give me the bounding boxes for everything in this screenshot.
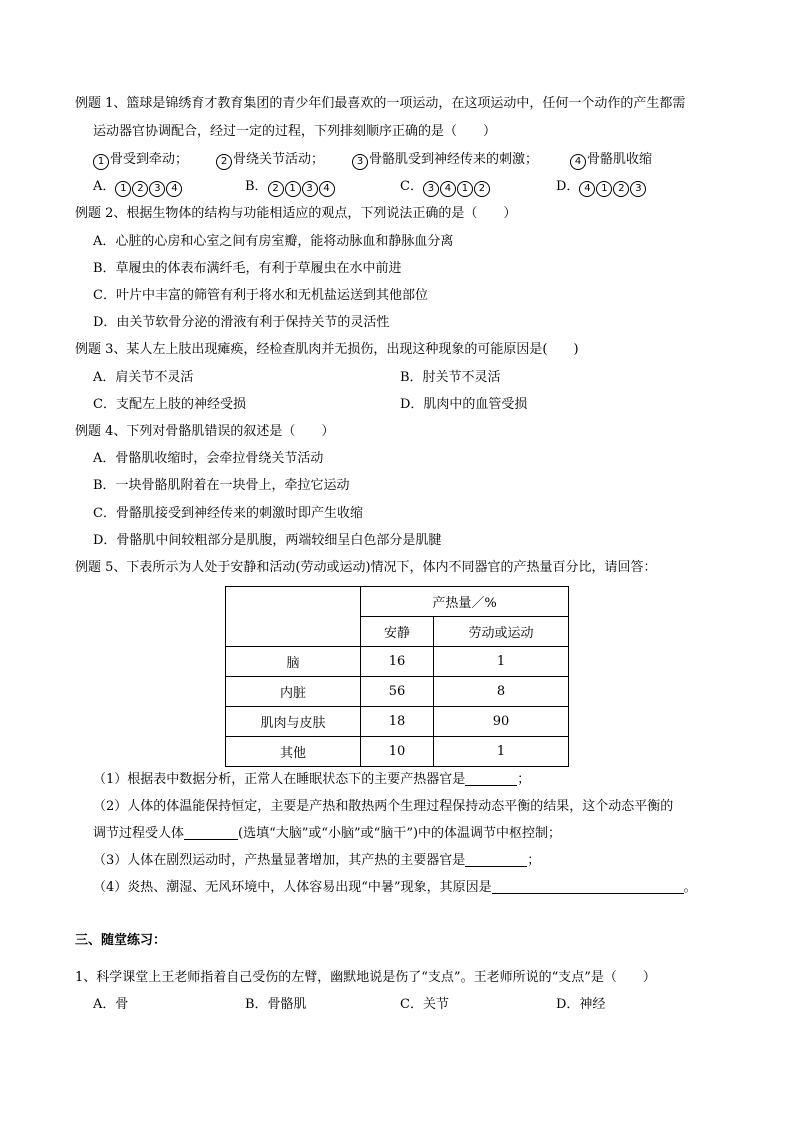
answer-blank-4[interactable] bbox=[492, 879, 684, 894]
q1-step-text: 骨骼肌收缩 bbox=[587, 152, 653, 167]
q5-stem: 例题 5、下表所示为人处于安静和活动(劳动或运动)情况下，体内不同器官的产热量百分比，请回答： bbox=[75, 560, 657, 575]
active-cell: 1 bbox=[434, 647, 569, 677]
q5-sub1-text: （1）根据表中数据分析，正常人在睡眠状态下的主要产热器官是 bbox=[93, 772, 466, 787]
organ-cell: 内脏 bbox=[226, 677, 361, 707]
q1-option-a[interactable] bbox=[93, 178, 183, 197]
q2-stem: 例题 2、根据生物体的结构与功能相适应的观点，下列说法正确的是（ ） bbox=[75, 206, 517, 221]
practice-q1-option-b[interactable]: B．骨骼肌 bbox=[245, 997, 307, 1012]
option-letter: B． bbox=[245, 179, 268, 194]
option-letter: D． bbox=[556, 179, 580, 194]
circled-number: 2 bbox=[132, 181, 148, 197]
q3-option-c[interactable]: C．支配左上肢的神经受损 bbox=[93, 397, 246, 412]
q5-sub2-line1: （2）人体的体温能保持恒定，主要是产热和散热两个生理过程保持动态平衡的结果，这个动态平衡的 bbox=[93, 799, 674, 814]
answer-blank-1[interactable] bbox=[465, 771, 517, 786]
rest-cell: 10 bbox=[361, 737, 434, 767]
q1-option-d[interactable] bbox=[556, 178, 647, 197]
option-letter: C． bbox=[400, 179, 423, 194]
answer-blank-3[interactable] bbox=[465, 852, 527, 867]
q2-option-c[interactable]: C．叶片中丰富的筛管有利于将水和无机盐运送到其他部位 bbox=[93, 288, 428, 303]
circled-number: 4 bbox=[166, 181, 182, 197]
circled-number: 3 bbox=[630, 181, 646, 197]
q5-sub2-post: (选填“大脑”或“小脑”或“脑干”)中的体温调节中枢控制； bbox=[238, 826, 562, 841]
answer-blank-2[interactable] bbox=[184, 825, 238, 840]
q5-sub1-end: ； bbox=[517, 772, 531, 787]
table-row bbox=[226, 647, 569, 677]
q5-sub3 bbox=[93, 852, 540, 870]
table-col-header-active: 劳动或运动 bbox=[434, 617, 569, 647]
circled-number: 4 bbox=[440, 181, 456, 197]
active-cell: 90 bbox=[434, 707, 569, 737]
q3-option-a[interactable]: A．肩关节不灵活 bbox=[93, 370, 194, 385]
circled-number: 2 bbox=[474, 181, 490, 197]
q1-step-text: 骨骼肌受到神经传来的刺激； bbox=[369, 152, 539, 167]
q3-option-d[interactable]: D．肌肉中的血管受损 bbox=[400, 397, 528, 412]
active-cell: 8 bbox=[434, 677, 569, 707]
table-row bbox=[226, 677, 569, 707]
q5-sub4-text: （4）炎热、潮湿、无风环境中，人体容易出现“中暑”现象，其原因是 bbox=[93, 880, 492, 895]
rest-cell: 16 bbox=[361, 647, 434, 677]
q1-step-3 bbox=[352, 151, 538, 170]
practice-q1-option-d[interactable]: D．神经 bbox=[556, 997, 606, 1012]
q5-sub1 bbox=[93, 771, 530, 789]
q2-option-b[interactable]: B．草履虫的体表布满纤毛，有利于草履虫在水中前进 bbox=[93, 261, 402, 276]
section-heading: 三、随堂练习： bbox=[75, 933, 167, 948]
q1-stem-line2: 运动器官协调配合，经过一定的过程，下列排刻顺序正确的是（ ） bbox=[93, 124, 497, 139]
circled-number: 3 bbox=[149, 181, 165, 197]
circled-number: 1 bbox=[93, 154, 109, 170]
q5-sub2-pre: 调节过程受人体 bbox=[93, 826, 185, 841]
circled-number: 3 bbox=[423, 181, 439, 197]
organ-cell: 其他 bbox=[226, 737, 361, 767]
circled-number: 3 bbox=[302, 181, 318, 197]
option-letter: A． bbox=[93, 179, 116, 194]
q4-option-d[interactable]: D．骨骼肌中间较粗部分是肌腹，两端较细呈白色部分是肌腱 bbox=[93, 533, 442, 548]
q1-option-c[interactable] bbox=[400, 178, 491, 197]
circled-number: 2 bbox=[613, 181, 629, 197]
rest-cell: 56 bbox=[361, 677, 434, 707]
practice-q1-option-a[interactable]: A．骨 bbox=[93, 997, 129, 1012]
q5-sub3-end: ； bbox=[527, 853, 541, 868]
circled-number: 4 bbox=[579, 181, 595, 197]
q5-sub4 bbox=[93, 879, 697, 897]
q4-option-b[interactable]: B．一块骨骼肌附着在一块骨上，牵拉它运动 bbox=[93, 478, 350, 493]
practice-q1-option-c[interactable]: C．关节 bbox=[400, 997, 449, 1012]
q5-sub3-text: （3）人体在剧烈运动时，产热量显著增加，其产热的主要器官是 bbox=[93, 853, 466, 868]
organ-cell: 肌肉与皮肤 bbox=[226, 707, 361, 737]
circled-number: 1 bbox=[457, 181, 473, 197]
q1-step-2 bbox=[216, 151, 324, 170]
organ-cell: 脑 bbox=[226, 647, 361, 677]
heat-production-table bbox=[225, 586, 569, 767]
q3-stem: 例题 3、某人左上肢出现瘫痪，经检查肌肉并无损伤，出现这种现象的可能原因是( ) bbox=[75, 342, 579, 357]
table-col-header-rest: 安静 bbox=[361, 617, 434, 647]
circled-number: 2 bbox=[216, 154, 232, 170]
q2-option-d[interactable]: D．由关节软骨分泌的滑液有利于保持关节的灵活性 bbox=[93, 315, 390, 330]
q1-option-b[interactable] bbox=[245, 178, 336, 197]
q3-option-b[interactable]: B．肘关节不灵活 bbox=[400, 370, 501, 385]
circled-number: 4 bbox=[319, 181, 335, 197]
active-cell: 1 bbox=[434, 737, 569, 767]
circled-number: 4 bbox=[570, 154, 586, 170]
q4-stem: 例题 4、下列对骨骼肌错误的叙述是（ ） bbox=[75, 424, 335, 439]
circled-number: 1 bbox=[596, 181, 612, 197]
q1-stem-line1: 例题 1、篮球是锦绣育才教育集团的青少年们最喜欢的一项运动，在这项运动中，任何一个动作的产生都需 bbox=[75, 96, 686, 111]
q1-step-text: 骨受到牵动； bbox=[110, 152, 189, 167]
table-corner-cell bbox=[226, 587, 361, 647]
table-row bbox=[226, 707, 569, 737]
practice-q1-stem: 1、科学课堂上王老师指着自己受伤的左臂，幽默地说是伤了“支点”。王老师所说的“支点”是（ ） bbox=[75, 970, 656, 985]
q1-step-4 bbox=[570, 151, 652, 170]
q1-step-text: 骨绕关节活动； bbox=[233, 152, 325, 167]
circled-number: 1 bbox=[285, 181, 301, 197]
q5-sub2-line2 bbox=[93, 825, 561, 843]
table-group-header: 产热量／% bbox=[361, 587, 569, 617]
q4-option-c[interactable]: C．骨骼肌接受到神经传来的刺激时即产生收缩 bbox=[93, 506, 363, 521]
rest-cell: 18 bbox=[361, 707, 434, 737]
circled-number: 1 bbox=[115, 181, 131, 197]
q2-option-a[interactable]: A．心脏的心房和心室之间有房室瓣，能将动脉血和静脉血分离 bbox=[93, 234, 454, 249]
q4-option-a[interactable]: A．骨骼肌收缩时，会牵拉骨绕关节活动 bbox=[93, 451, 324, 466]
table-row bbox=[226, 737, 569, 767]
circled-number: 2 bbox=[268, 181, 284, 197]
q5-sub4-end: 。 bbox=[683, 880, 697, 895]
circled-number: 3 bbox=[352, 154, 368, 170]
q1-step-1 bbox=[93, 151, 188, 170]
